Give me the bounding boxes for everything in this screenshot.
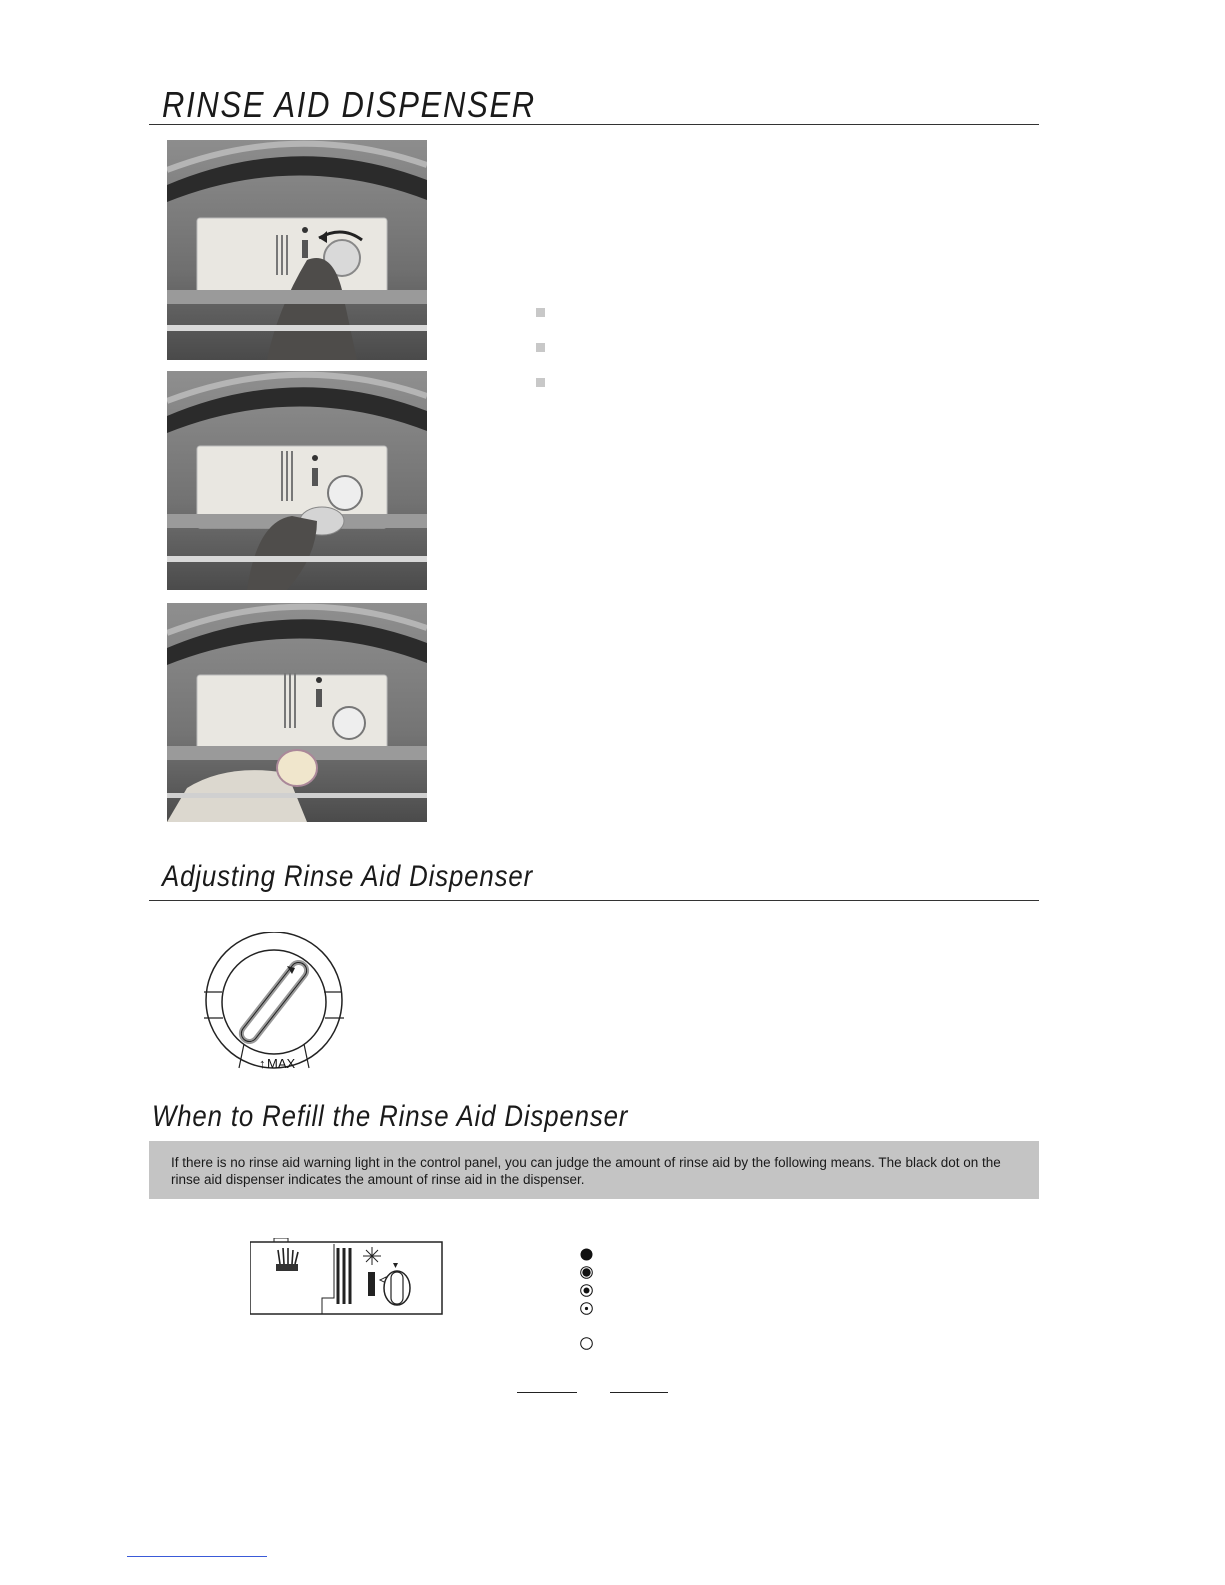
bullet-square-icon bbox=[536, 378, 545, 387]
rinse-level-dot-icon bbox=[580, 1248, 593, 1261]
dispenser-diagram-icon bbox=[250, 1238, 444, 1316]
rinse-level-dot-icon bbox=[580, 1284, 593, 1297]
photo-fill-dispenser bbox=[167, 603, 427, 822]
rinse-level-dot-icon bbox=[580, 1266, 593, 1279]
title-divider bbox=[149, 124, 1039, 125]
bullet-square-icon bbox=[536, 343, 545, 352]
rinse-level-dot-icon bbox=[580, 1302, 593, 1315]
refill-section-title: When to Refill the Rinse Aid Dispenser bbox=[152, 1100, 629, 1133]
photo-open-cap bbox=[167, 140, 427, 360]
bullet-square-icon bbox=[536, 308, 545, 317]
svg-text:↑: ↑ bbox=[259, 1056, 266, 1071]
page-title: RINSE AID DISPENSER bbox=[162, 84, 536, 125]
underline-mark bbox=[610, 1392, 668, 1393]
refill-note-text: If there is no rinse aid warning light in the control panel, you can judge the amount of rinse aid by the following means. The black dot on the rinse aid dispenser indicates the amount of rinse aid in the dispenser. bbox=[171, 1155, 1001, 1187]
refill-note-banner bbox=[149, 1141, 1039, 1199]
dial-icon bbox=[199, 932, 349, 1074]
rinse-level-dot-icon bbox=[580, 1337, 593, 1350]
photo-cap-removed bbox=[167, 371, 427, 590]
adjust-divider bbox=[149, 900, 1039, 901]
dial-max-label: MAX bbox=[267, 1056, 296, 1071]
footer-link-underline[interactable] bbox=[127, 1556, 267, 1557]
adjust-section-title: Adjusting Rinse Aid Dispenser bbox=[162, 860, 534, 893]
underline-mark bbox=[517, 1392, 577, 1393]
